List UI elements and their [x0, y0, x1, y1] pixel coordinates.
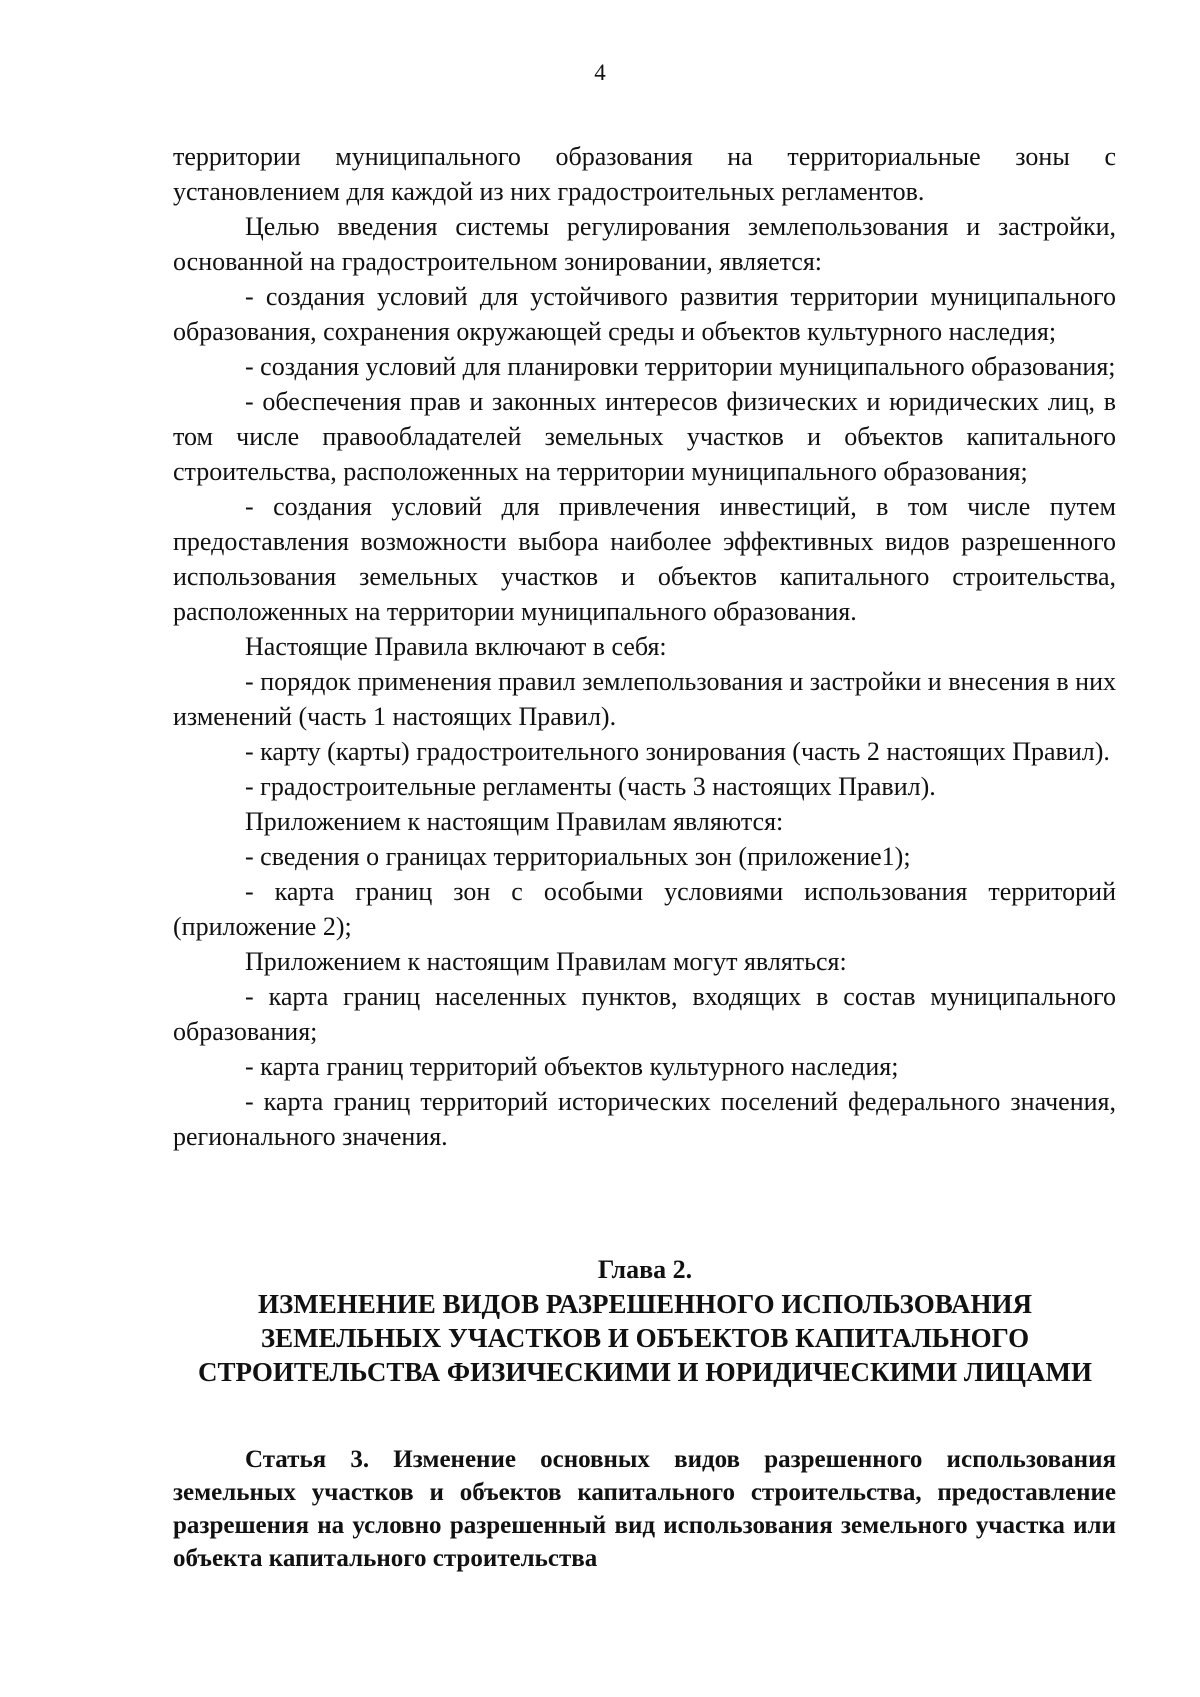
list-item: - карта границ территорий исторических поселений федерального значения, регионального значения. [173, 1087, 1116, 1151]
list-item: - градостроительные регламенты (часть 3 настоящих Правил). [245, 772, 936, 801]
list-item: - карту (карты) градостроительного зонирования (часть 2 настоящих Правил). [245, 737, 1110, 766]
paragraph: Настоящие Правила включают в себя: [245, 632, 667, 661]
list-item: - карта границ населенных пунктов, входящих в состав муниципального образования; [173, 982, 1116, 1046]
page-number: 4 [594, 60, 606, 85]
chapter-title-line: СТРОИТЕЛЬСТВА ФИЗИЧЕСКИМИ И ЮРИДИЧЕСКИМИ ЛИЦАМИ [198, 1357, 1092, 1387]
list-item: - обеспечения прав и законных интересов физических и юридических лиц, в том числе правообладателей земельных участков и объектов капитального строительства, расположенных на территории муниципального образования; [173, 387, 1116, 486]
list-item: - карта границ зон с особыми условиями использования территорий (приложение 2); [173, 877, 1116, 941]
list-item: - порядок применения правил землепользования и застройки и внесения в них изменений (часть 1 настоящих Правил). [173, 667, 1116, 731]
list-item: - создания условий для планировки территории муниципального образования; [245, 352, 1116, 381]
list-item: - сведения о границах территориальных зон (приложение1); [245, 842, 911, 871]
article-heading: Статья 3. Изменение основных видов разрешенного использования земельных участков и объектов капитального строительства, предоставление разрешения на условно разрешенный вид использования земельного участка или объекта капитального строительства [173, 1446, 1116, 1572]
paragraph: территории муниципального образования на территориальные зоны с установлением для каждой из них градостроительных регламентов. [173, 142, 1116, 206]
list-item: - создания условий для привлечения инвестиций, в том числе путем предоставления возможности выбора наиболее эффективных видов разрешенного использования земельных участков и объектов капитального строительства, расположенных на территории муниципального образования. [173, 492, 1116, 626]
paragraph: Целью введения системы регулирования землепользования и застройки, основанной на градостроительном зонировании, является: [173, 212, 1116, 276]
chapter-heading [150, 1253, 1140, 1389]
paragraph: Приложением к настоящим Правилам могут являться: [245, 947, 847, 976]
chapter-number: Глава 2. [597, 1255, 693, 1284]
list-item: - карта границ территорий объектов культурного наследия; [245, 1052, 899, 1081]
chapter-title-line: ИЗМЕНЕНИЕ ВИДОВ РАЗРЕШЕННОГО ИСПОЛЬЗОВАНИЯ [257, 1289, 1033, 1319]
document-body [173, 139, 1116, 1154]
list-item: - создания условий для устойчивого развития территории муниципального образования, сохранения окружающей среды и объектов культурного наследия; [173, 282, 1116, 346]
paragraph: Приложением к настоящим Правилам являются: [245, 807, 784, 836]
chapter-title-line: ЗЕМЕЛЬНЫХ УЧАСТКОВ И ОБЪЕКТОВ КАПИТАЛЬНОГО [260, 1323, 1030, 1353]
